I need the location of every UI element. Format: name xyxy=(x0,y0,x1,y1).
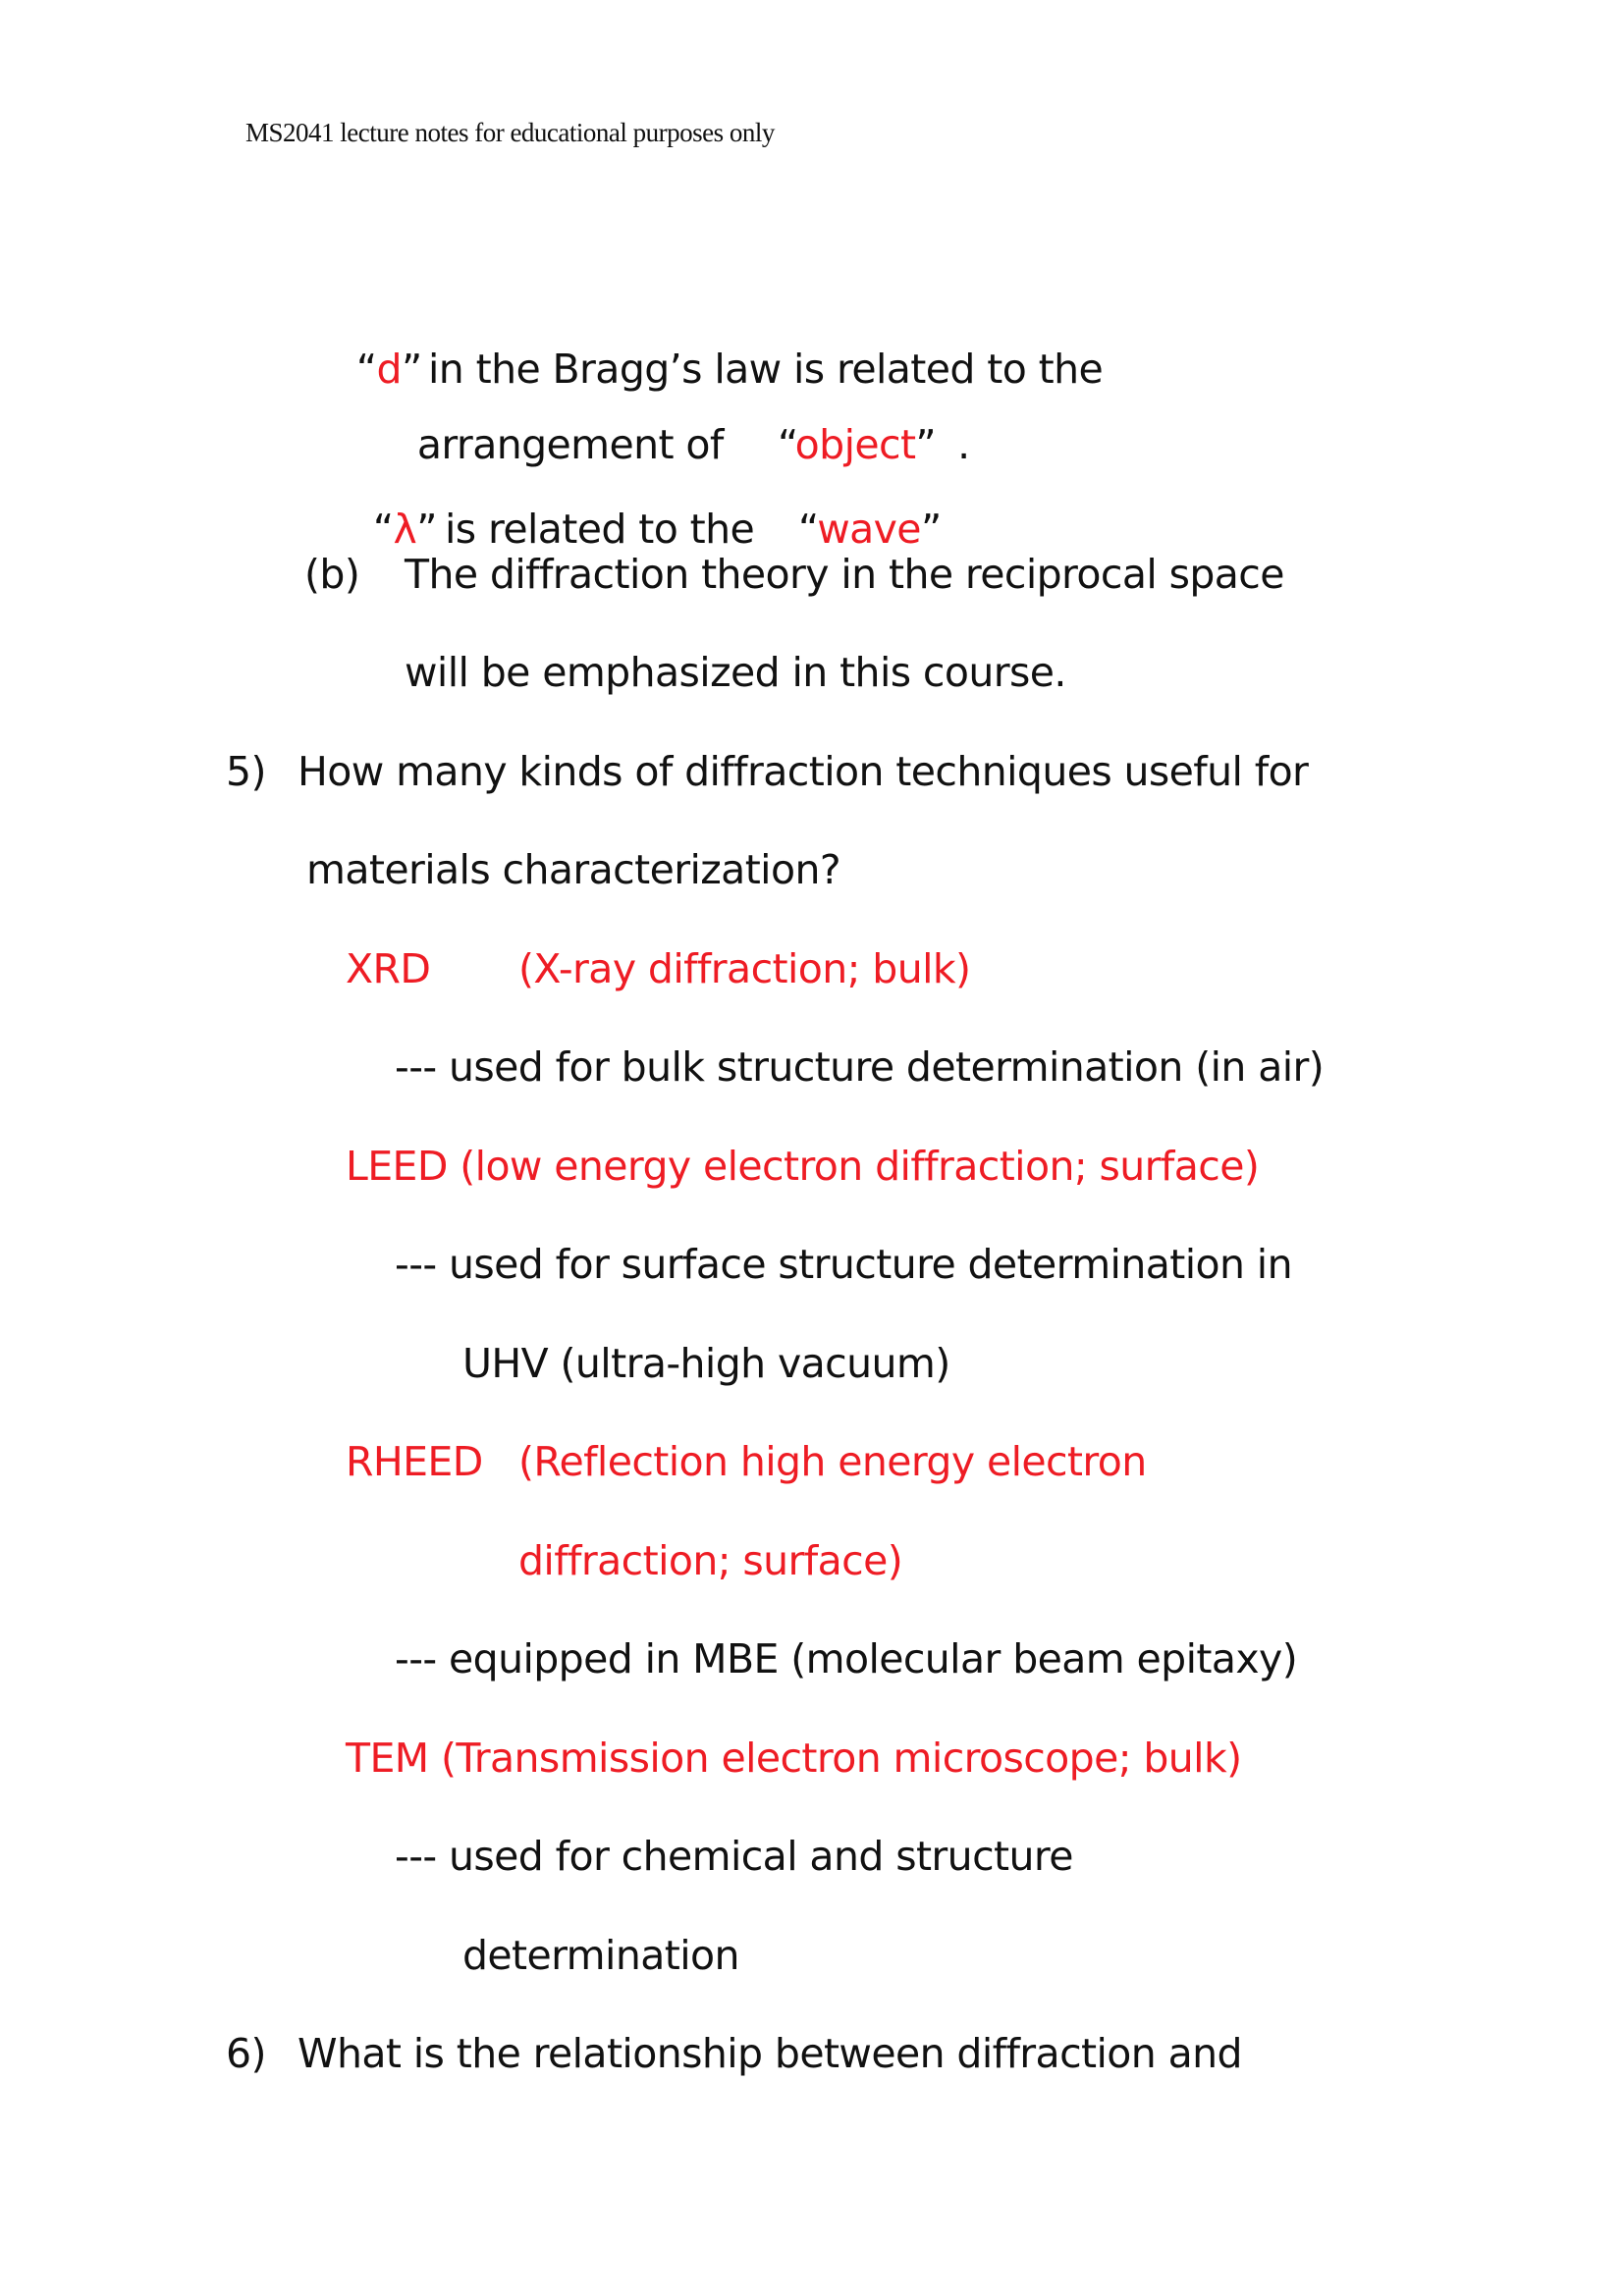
quote-close: ” xyxy=(915,421,937,468)
term-wave: wave xyxy=(817,506,921,553)
rheed-desc-2: diffraction; surface) xyxy=(518,1537,903,1584)
term-d: d xyxy=(376,346,402,393)
quote-close: ” xyxy=(920,506,942,553)
rheed-desc: (Reflection high energy electron xyxy=(518,1438,1147,1485)
lambda-text: is related to the xyxy=(445,506,755,553)
leed-desc: LEED (low energy electron diffraction; surface) xyxy=(346,1143,1260,1190)
quote-close: ” xyxy=(416,506,437,553)
term-lambda: λ xyxy=(393,506,417,553)
item-b-text: The diffraction theory in the reciprocal space xyxy=(405,551,1284,598)
tem-note: --- used for chemical and structure xyxy=(395,1833,1073,1880)
question-5-label: 5) xyxy=(226,748,266,795)
question-5-text: How many kinds of diffraction techniques useful for xyxy=(298,748,1309,795)
question-6-text: What is the relationship between diffraction and xyxy=(298,2030,1242,2077)
quote-open: “ xyxy=(355,346,377,393)
arrangement-text: arrangement of xyxy=(416,421,724,468)
item-b-label: (b) xyxy=(304,551,360,598)
quote-open: “ xyxy=(778,421,795,468)
xrd-note: --- used for bulk structure determination (in air) xyxy=(395,1043,1325,1091)
lambda-line xyxy=(349,447,942,557)
question-5-text-2: materials characterization? xyxy=(306,846,840,893)
period: . xyxy=(957,421,970,468)
quote-open: “ xyxy=(798,506,818,553)
term-object: object xyxy=(794,421,916,468)
leed-note: --- used for surface structure determination in xyxy=(395,1241,1292,1288)
bragg-d-text: in the Bragg’s law is related to the xyxy=(428,346,1104,393)
item-b-text-2: will be emphasized in this course. xyxy=(405,649,1066,696)
xrd-desc: (X-ray diffraction; bulk) xyxy=(518,945,971,992)
quote-close: ” xyxy=(401,346,422,393)
tem-note-2: determination xyxy=(462,1932,739,1979)
leed-note-2: UHV (ultra-high vacuum) xyxy=(462,1340,950,1387)
question-6-label: 6) xyxy=(226,2030,266,2077)
rheed-abbr: RHEED xyxy=(346,1438,483,1485)
page-header: MS2041 lecture notes for educational purposes only xyxy=(245,118,775,147)
quote-open: “ xyxy=(372,506,394,553)
rheed-note: --- equipped in MBE (molecular beam epitaxy) xyxy=(395,1635,1298,1682)
tem-desc: TEM (Transmission electron microscope; bulk) xyxy=(346,1735,1242,1782)
xrd-abbr: XRD xyxy=(346,945,431,992)
